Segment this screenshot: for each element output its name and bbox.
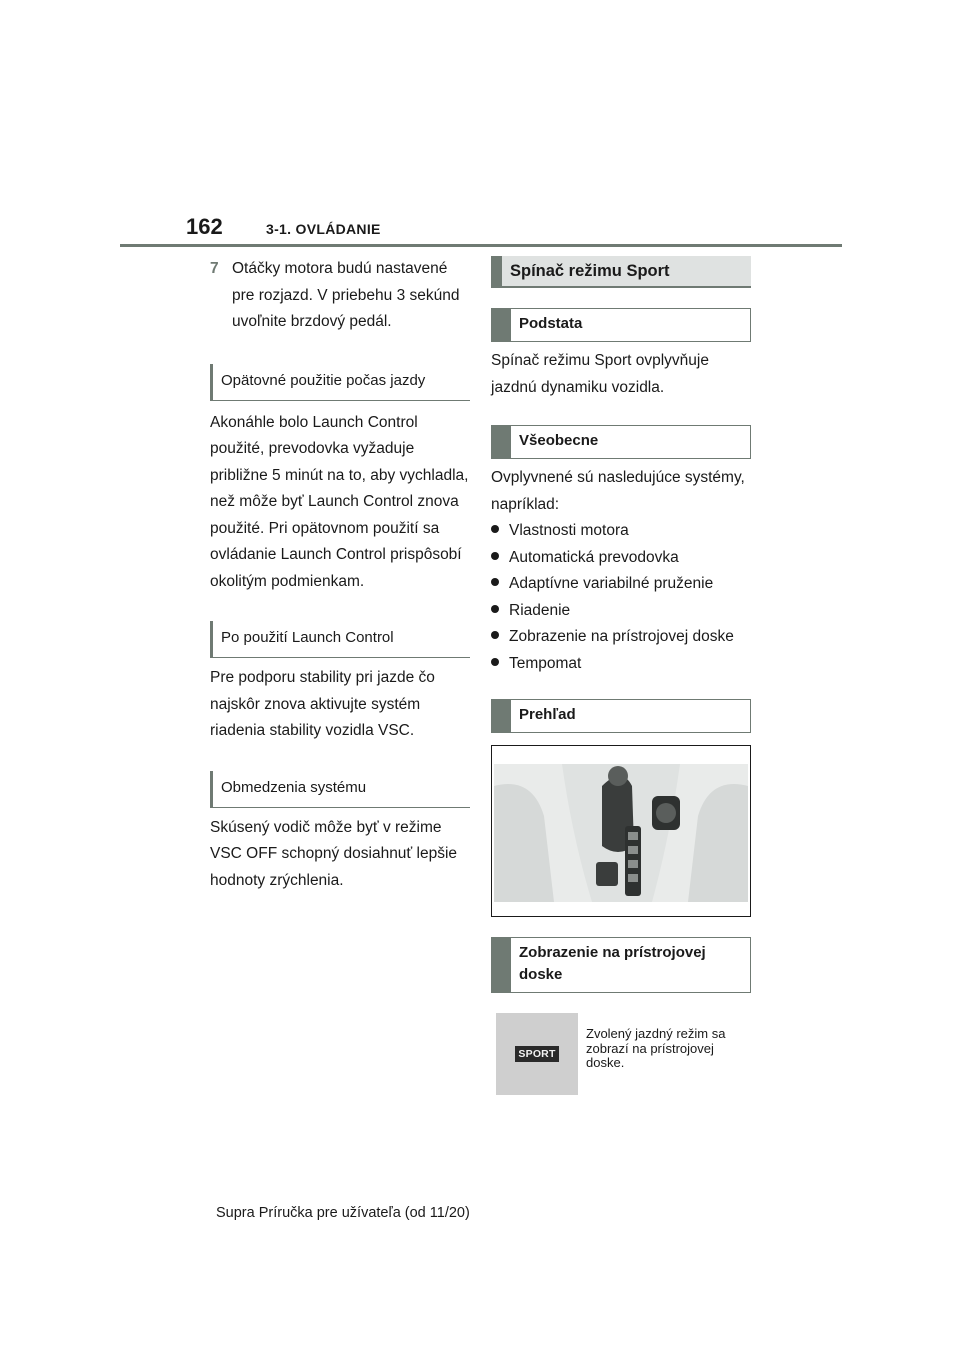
box-heading-display: Zobrazenie na prístrojovej doske xyxy=(491,937,751,993)
console-illustration xyxy=(491,745,751,917)
subheading-limits: Obmedzenia systému xyxy=(210,771,470,808)
right-column xyxy=(491,256,751,1095)
systems-list xyxy=(491,518,751,677)
sport-mode-badge: SPORT xyxy=(515,1046,558,1062)
step-item xyxy=(210,256,470,336)
step-number: 7 xyxy=(210,260,219,277)
box-heading-general: Všeobecne xyxy=(491,425,751,459)
list-item: Automatická prevodovka xyxy=(491,545,751,572)
center-console-image xyxy=(492,746,750,916)
main-heading-sport-switch: Spínač režimu Sport xyxy=(491,256,751,288)
section-title: 3-1. OVLÁDANIE xyxy=(266,221,381,237)
box-heading-principle: Podstata xyxy=(491,308,751,342)
list-item: Zobrazenie na prístrojovej doske xyxy=(491,624,751,651)
footer-text: Supra Príručka pre užívateľa (od 11/20) xyxy=(216,1205,470,1221)
sport-indicator-row xyxy=(496,1013,751,1095)
header-rule xyxy=(120,244,842,247)
sport-indicator-tile xyxy=(496,1013,578,1095)
paragraph-after-use: Pre podporu stability pri jazde čo najskôr znova aktivujte systém riadenia stability vozidla VSC. xyxy=(210,669,435,739)
page-number: 162 xyxy=(186,214,223,239)
paragraph-limits: Skúsený vodič môže byť v režime VSC OFF schopný dosiahnuť lepšie hodnoty zrýchlenia. xyxy=(210,818,458,889)
paragraph-general: Ovplyvnené sú nasledujúce systémy, napríklad: xyxy=(491,469,745,513)
step-text: Otáčky motora budú nastavené pre rozjazd. V priebehu 3 sekúnd uvoľnite brzdový pedál. xyxy=(232,260,460,330)
box-heading-overview: Prehľad xyxy=(491,699,751,733)
subheading-after-use: Po použití Launch Control xyxy=(210,621,470,658)
paragraph-reuse: Akonáhle bolo Launch Control použité, prevodovka vyžaduje približne 5 minút na to, aby vychladla, než môže byť Launch Control znova použité. Pri opätovnom použití sa ovládanie Launch Control prispôsobí okolitým podmienkam. xyxy=(210,413,469,590)
list-item: Tempomat xyxy=(491,651,751,678)
sport-caption: Zvolený jazdný režim sa zobrazí na prístrojovej doske. xyxy=(586,1026,726,1070)
list-item: Adaptívne variabilné pruženie xyxy=(491,571,751,598)
paragraph-principle: Spínač režimu Sport ovplyvňuje jazdnú dynamiku vozidla. xyxy=(491,352,709,396)
list-item: Vlastnosti motora xyxy=(491,518,751,545)
left-column xyxy=(210,256,470,894)
subheading-reuse: Opätovné použitie počas jazdy xyxy=(210,364,470,401)
list-item: Riadenie xyxy=(491,598,751,625)
